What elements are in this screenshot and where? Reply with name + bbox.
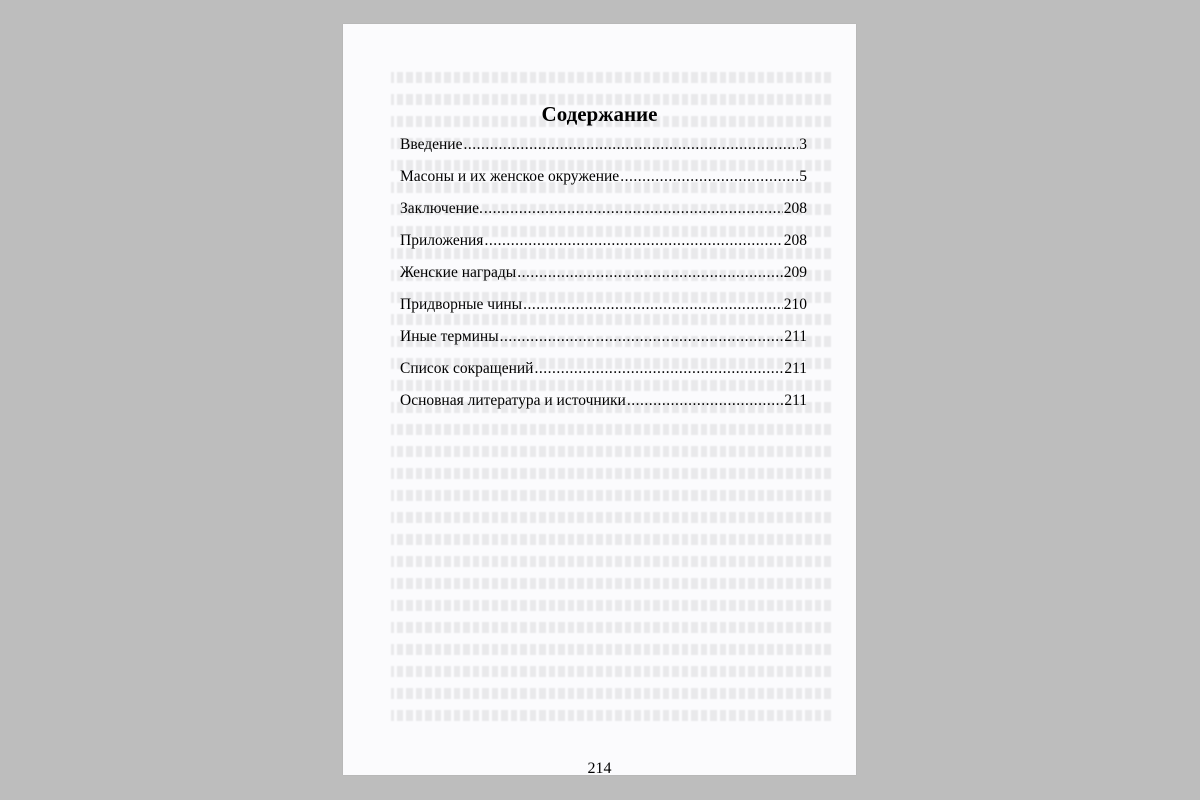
show-through-line (391, 710, 831, 721)
show-through-line (391, 622, 831, 633)
dot-leader (620, 168, 798, 186)
show-through-line (391, 600, 831, 611)
show-through-line (391, 468, 831, 479)
dot-leader (534, 360, 783, 378)
show-through-line (391, 556, 831, 567)
table-of-contents (400, 136, 807, 424)
show-through-line (391, 490, 831, 501)
dot-leader (517, 264, 783, 282)
toc-entry-label: Основная литература и источники (400, 392, 626, 409)
document-page (343, 24, 856, 775)
toc-entry-label: Иные термины (400, 328, 499, 345)
toc-entry-label: Заключение. (400, 200, 483, 217)
page-title: Содержание (541, 102, 658, 126)
toc-entry-label: Введение (400, 136, 463, 153)
toc-entry-page: 208 (783, 232, 807, 249)
toc-entry-page: 210 (783, 296, 807, 313)
toc-entry-page: 208 (783, 200, 807, 217)
toc-entry-conclusion[interactable] (400, 200, 807, 232)
toc-entry-masons[interactable] (400, 168, 807, 200)
dot-leader (484, 200, 783, 218)
show-through-line (391, 72, 831, 83)
toc-entry-abbreviations[interactable] (400, 360, 807, 392)
toc-entry-label: Масоны и их женское окружение (400, 168, 620, 185)
toc-entry-label: Женские награды (400, 264, 517, 281)
page-number: 214 (587, 760, 612, 775)
dot-leader (484, 232, 782, 250)
toc-entry-literature[interactable] (400, 392, 807, 424)
toc-entry-appendices[interactable] (400, 232, 807, 264)
toc-entry-court-ranks[interactable] (400, 296, 807, 328)
show-through-line (391, 424, 831, 435)
toc-entry-page: 209 (783, 264, 807, 281)
dot-leader (500, 328, 784, 346)
show-through-line (391, 666, 831, 677)
toc-entry-label: Список сокращений (400, 360, 534, 377)
show-through-line (391, 512, 831, 523)
toc-entry-page: 211 (784, 392, 807, 409)
toc-entry-page: 3 (799, 136, 807, 153)
toc-entry-label: Придворные чины (400, 296, 523, 313)
show-through-line (391, 534, 831, 545)
show-through-line (391, 688, 831, 699)
toc-entry-label: Приложения (400, 232, 484, 249)
dot-leader (627, 392, 783, 410)
toc-entry-introduction[interactable] (400, 136, 807, 168)
show-through-line (391, 578, 831, 589)
toc-entry-page: 211 (784, 360, 807, 377)
toc-entry-women-awards[interactable] (400, 264, 807, 296)
dot-leader (523, 296, 783, 314)
toc-entry-page: 5 (799, 168, 807, 185)
toc-entry-other-terms[interactable] (400, 328, 807, 360)
show-through-line (391, 644, 831, 655)
dot-leader (463, 136, 798, 154)
toc-entry-page: 211 (784, 328, 807, 345)
show-through-line (391, 446, 831, 457)
